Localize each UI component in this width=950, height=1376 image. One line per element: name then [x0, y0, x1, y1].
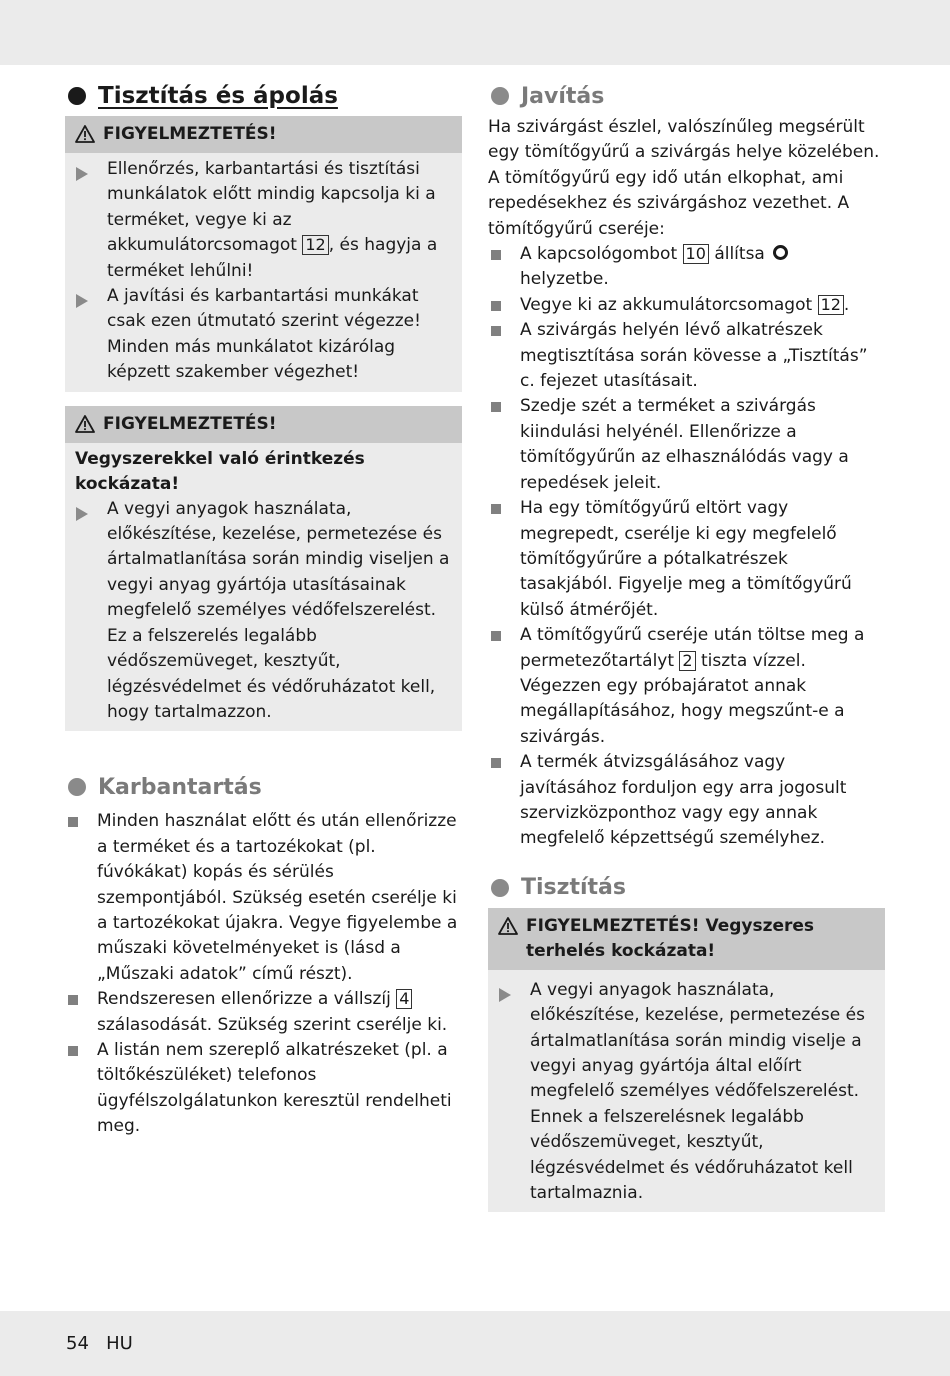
header-bar	[0, 0, 950, 65]
warning-header: FIGYELMEZTETÉS! Vegyszeres terhelés kockázata!	[488, 908, 885, 970]
square-bullet-icon	[491, 758, 501, 768]
section-title-repair: Javítás	[488, 80, 885, 112]
list-item: A tömítőgyűrű cseréje után töltse meg a permetezőtartályt 2 tiszta vízzel. Végezzen egy próbajáratot annak megállapításához, hogy megszűnt-e a szivárgás.	[488, 623, 885, 750]
list-item: A vegyi anyagok használata, előkészítése, kezelése, permetezése és ártalmatlanítása során mindig viselje a vegyi anyag gyártója által előírt megfelelő személyes védőfelszerelést. Ennek a felszerelésnek legalább védőszemüveget, kesztyűt, légzésvédelmet és védőruházatot kell tartalmaznia.	[498, 978, 875, 1207]
arrow-bullet-icon	[75, 157, 107, 284]
warning-box-1	[65, 116, 462, 392]
list-item: Minden használat előtt és után ellenőrizze a terméket és a tartozékokat (pl. fúvókákat) kopás és sérülés szempontjából. Szükség esetén cserélje ki a tartozékokat újakra. Vegye figyelembe a műszaki követelményeket is (lásd a „Műszaki adatok” című részt).	[65, 809, 462, 987]
warning-header: FIGYELMEZTETÉS!	[65, 406, 462, 443]
list-item: A javítási és karbantartási munkákat csak ezen útmutató szerint végezze! Minden más munkálatot kizárólag képzett szakember végezhet!	[75, 284, 452, 386]
warning-box-3	[488, 908, 885, 1213]
section-title-maintenance: Karbantartás	[65, 771, 462, 803]
part-reference: 2	[679, 651, 695, 671]
list-item: Szedje szét a terméket a szivárgás kiindulási helyénél. Ellenőrizze a tömítőgyűrűn az elhasználódás vagy a repedések jeleit.	[488, 394, 885, 496]
arrow-bullet-icon	[75, 497, 107, 726]
list-item: A kapcsológombot 10 állítsa helyzetbe.	[488, 242, 885, 293]
list-item: A szivárgás helyén lévő alkatrészek megtisztítása során kövesse a „Tisztítás” c. fejezet utasításait.	[488, 318, 885, 394]
arrow-bullet-icon	[498, 978, 530, 1207]
square-bullet-icon	[491, 301, 501, 311]
list-item: Vegye ki az akkumulátorcsomagot 12 .	[488, 293, 885, 318]
section-title-cleaning: Tisztítás	[488, 872, 885, 904]
bullet-dot-icon	[491, 87, 509, 105]
section-title-cleaning-care: Tisztítás és ápolás	[65, 80, 462, 112]
part-reference: 12	[302, 235, 328, 255]
warning-header: FIGYELMEZTETÉS!	[65, 116, 462, 153]
arrow-bullet-icon	[75, 284, 107, 386]
bullet-dot-icon	[68, 87, 86, 105]
square-bullet-icon	[491, 504, 501, 514]
square-bullet-icon	[491, 250, 501, 260]
right-column	[488, 80, 885, 1212]
warning-triangle-icon	[75, 125, 95, 143]
footer-bar	[0, 1311, 950, 1376]
bullet-dot-icon	[68, 778, 86, 796]
square-bullet-icon	[68, 817, 78, 827]
part-reference: 10	[683, 244, 709, 264]
part-reference: 4	[396, 989, 412, 1009]
square-bullet-icon	[68, 995, 78, 1005]
page-number: 54 HU	[66, 1333, 133, 1354]
list-item: Rendszeresen ellenőrizze a vállszíj 4 szálasodását. Szükség szerint cserélje ki.	[65, 987, 462, 1038]
part-reference: 12	[818, 295, 844, 315]
list-item: Ha egy tömítőgyűrű eltört vagy megrepedt, cserélje ki egy megfelelő tömítőgyűrűre a pótalkatrészek tasakjából. Figyelje meg a tömítőgyűrű külső átmérőjét.	[488, 496, 885, 623]
square-bullet-icon	[491, 631, 501, 641]
list-item: Ellenőrzés, karbantartási és tisztítási munkálatok előtt mindig kapcsolja ki a terméket, vegye ki az akkumulátorcsomagot 12 , és hagyja a terméket lehűlni!	[75, 157, 452, 284]
warning-subtitle: Vegyszerekkel való érintkezés kockázata!	[75, 448, 365, 494]
square-bullet-icon	[491, 326, 501, 336]
list-item: A vegyi anyagok használata, előkészítése, kezelése, permetezése és ártalmatlanítása során mindig viseljen a vegyi anyag gyártója utasításainak megfelelő személyes védőfelszerelést. Ez a felszerelés legalább védőszemüveget, kesztyűt, légzésvédelmet és védőruházatot kell, hogy tartalmazzon.	[75, 497, 452, 726]
warning-triangle-icon	[75, 415, 95, 433]
square-bullet-icon	[68, 1046, 78, 1056]
warning-box-2	[65, 406, 462, 732]
bullet-dot-icon	[491, 879, 509, 897]
warning-triangle-icon	[498, 917, 518, 935]
square-bullet-icon	[491, 402, 501, 412]
repair-intro: Ha szivárgást észlel, valószínűleg megsérült egy tömítőgyűrű a szivárgás helye közelében. A tömítőgyűrű egy idő után elkophat, ami repedésekhez és szivárgáshoz vezethet. A tömítőgyűrű cseréje:	[488, 117, 880, 239]
list-item: A listán nem szereplő alkatrészeket (pl. a töltőkészüléket) telefonos ügyfélszolgálatunkon keresztül rendelheti meg.	[65, 1038, 462, 1140]
off-position-icon	[773, 245, 788, 260]
left-column	[65, 80, 462, 1140]
list-item: A termék átvizsgálásához vagy javításához forduljon egy arra jogosult szervizközponthoz vagy egy annak megfelelő képzettségű személyhez.	[488, 750, 885, 852]
